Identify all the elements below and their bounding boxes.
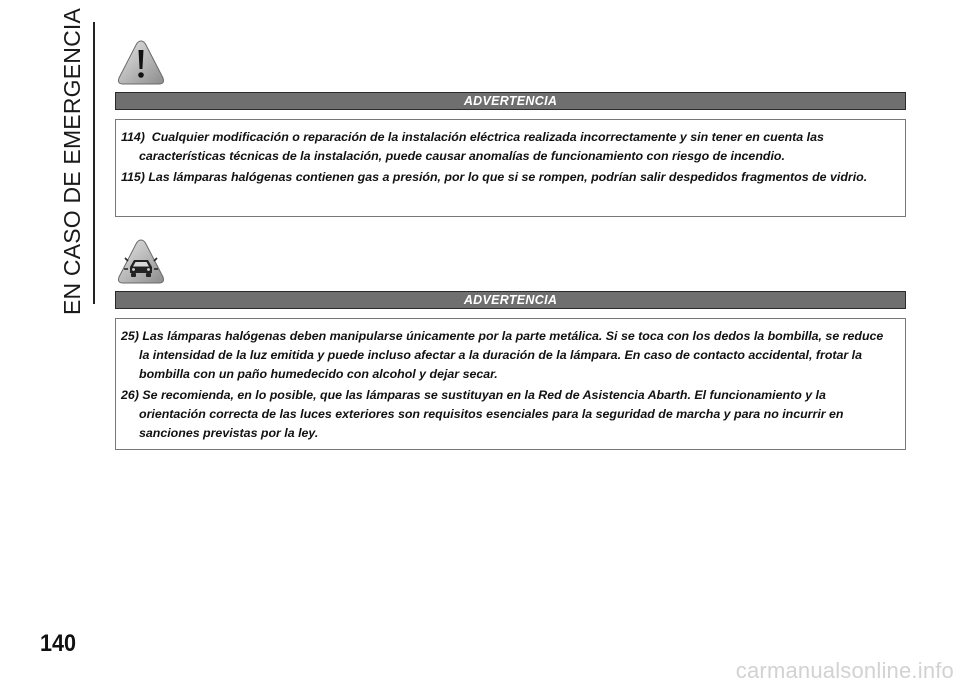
warning-item: 26) Se recomienda, en lo posible, que las lámparas se sustituyan en la Red de Asistencia Abarth. El funcionamiento y la orientación correcta de las luces exteriores son requisitos esenciales para la seguridad de marcha y para no incurrir en sanciones previstas por la ley.: [121, 388, 844, 440]
section-title-text: EN CASO DE EMERGENCIA: [59, 7, 86, 315]
warning-title: ADVERTENCIA: [463, 293, 558, 307]
warning-item: 25) Las lámparas halógenas deben manipularse únicamente por la parte metálica. Si se toca con los dedos la bombilla, se reduce la intensidad de la luz emitida y puede incluso afectar a la duración de la lámpara. En caso de contacto accidental, frotar la bombilla con un paño humedecido con alcohol y dejar secar.: [121, 329, 884, 381]
warning-header-bar: [115, 291, 906, 309]
section-divider: [93, 22, 95, 304]
car-warning-icon: [116, 237, 166, 285]
warning-box: [115, 119, 906, 217]
page-number: 140: [40, 630, 77, 657]
exclamation-warning-icon: [116, 38, 166, 86]
warning-item: 114) Cualquier modificación o reparación de la instalación eléctrica realizada incorrectamente y sin tener en cuenta las características técnicas de la instalación, puede causar anomalías de funcionamiento con riesgo de incendio.: [121, 130, 824, 163]
warning-item: 115) Las lámparas halógenas contienen gas a presión, por lo que si se rompen, podrían salir despedidos fragmentos de vidrio.: [121, 170, 868, 184]
section-title-vertical: [52, 7, 94, 315]
warning-box: [115, 318, 906, 450]
warning-title: ADVERTENCIA: [463, 94, 558, 108]
warning-header-bar: [115, 92, 906, 110]
watermark: carmanualsonline.info: [735, 658, 954, 683]
